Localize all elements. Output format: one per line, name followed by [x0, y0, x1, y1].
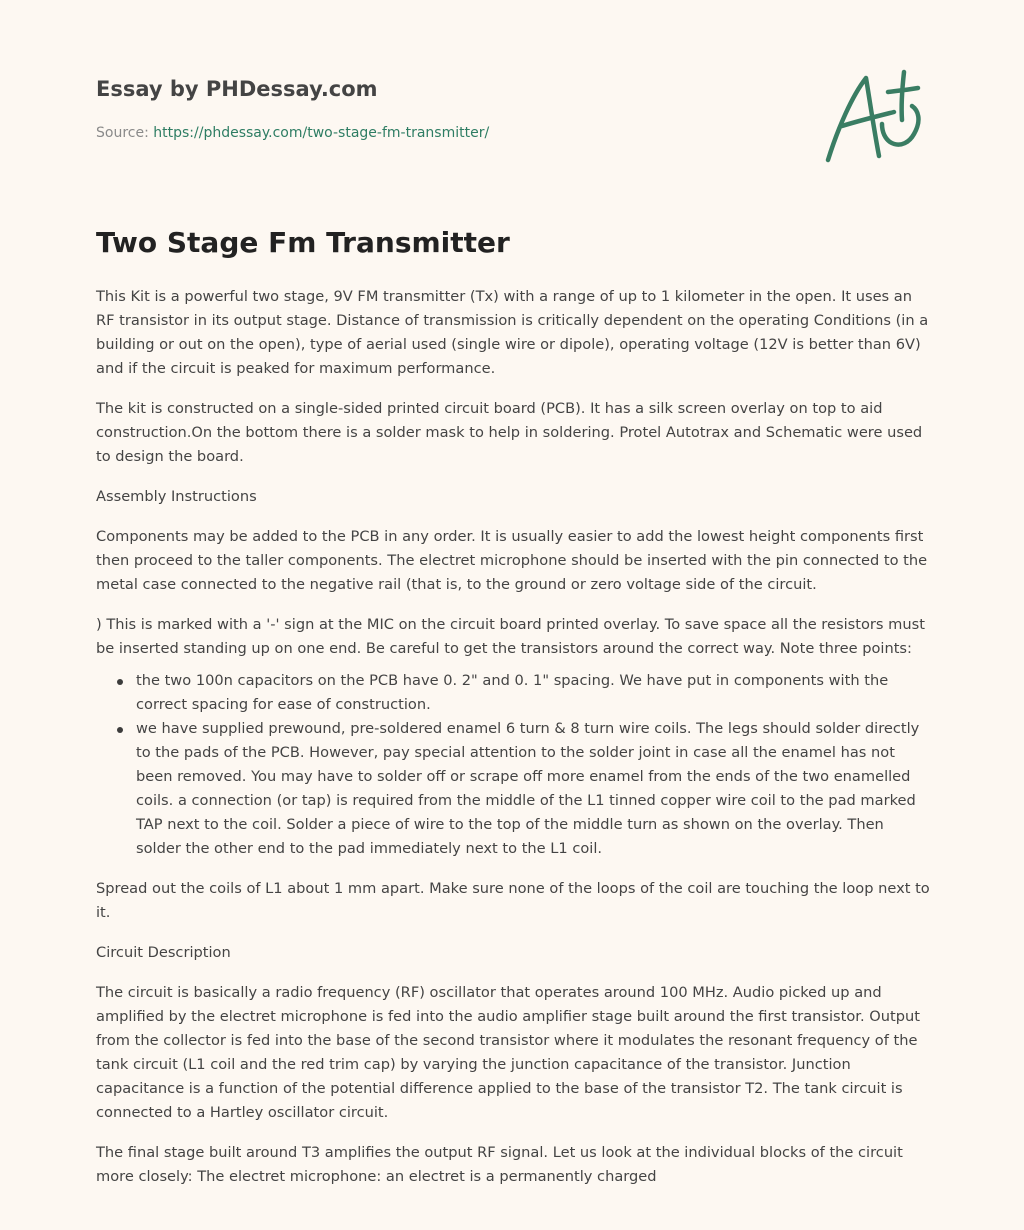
bullet-dot-icon: [117, 727, 123, 733]
list-item: [136, 669, 932, 717]
section-heading-assembly: Assembly Instructions: [96, 488, 257, 505]
article-paragraph: The final stage built around T3 amplifies the output RF signal. Let us look at the individual blocks of the circuit more closely: The electret microphone: an electret is a permanently charged: [96, 1144, 903, 1185]
article-paragraph: The circuit is basically a radio frequency (RF) oscillator that operates around 100 MHz. Audio picked up and amplified by the electret microphone is fed into the audio amplifier stage built around the first transistor. Output from the collector is fed into the base of the second transistor where it modulates the resonant frequency of the tank circuit (L1 coil and the red trim cap) by varying the junction capacitance of the transistor. Junction capacitance is a function of the potential difference applied to the base of the transistor T2. The tank circuit is connected to a Hartley oscillator circuit.: [96, 984, 920, 1121]
article-title: Two Stage Fm Transmitter: [96, 226, 510, 259]
article-paragraph: Spread out the coils of L1 about 1 mm apart. Make sure none of the loops of the coil are touching the loop next to it.: [96, 880, 930, 921]
section-heading-circuit: Circuit Description: [96, 944, 231, 961]
list-item-text: we have supplied prewound, pre-soldered enamel 6 turn & 8 turn wire coils. The legs should solder directly to the pads of the PCB. However, pay special attention to the solder joint in case all the enamel has not been removed. You may have to solder off or scrape off more enamel from the ends of the two enamelled coils. a connection (or tap) is required from the middle of the L1 tinned copper wire coil to the pad marked TAP next to the coil. Solder a piece of wire to the top of the middle turn as shown on the overlay. Then solder the other end to the pad immediately next to the L1 coil.: [136, 720, 920, 857]
source-label: Source:: [96, 125, 154, 141]
list-item-text: the two 100n capacitors on the PCB have 0. 2" and 0. 1" spacing. We have put in components with the correct spacing for ease of construction.: [136, 672, 889, 713]
source-link[interactable]: https://phdessay.com/two-stage-fm-transmitter/: [153, 125, 490, 141]
article-paragraph: This Kit is a powerful two stage, 9V FM transmitter (Tx) with a range of up to 1 kilometer in the open. It uses an RF transistor in its output stage. Distance of transmission is critically dependent on the operating Conditions (in a building or out on the open), type of aerial used (single wire or dipole), operating voltage (12V is better than 6V) and if the circuit is peaked for maximum performance.: [96, 288, 929, 377]
a-plus-logo-icon: [822, 66, 928, 166]
bullet-list: [96, 669, 932, 861]
article-paragraph: The kit is constructed on a single-sided printed circuit board (PCB). It has a silk screen overlay on top to aid construction.On the bottom there is a solder mask to help in soldering. Protel Autotrax and Schematic were used to design the board.: [96, 400, 923, 465]
source-line: [96, 125, 489, 141]
article-paragraph: ) This is marked with a '-' sign at the MIC on the circuit board printed overlay. To save space all the resistors must be inserted standing up on one end. Be careful to get the transistors around the correct way. Note three points:: [96, 616, 925, 657]
list-item: [136, 717, 932, 861]
site-brand: Essay by PHDessay.com: [96, 77, 378, 101]
bullet-dot-icon: [117, 679, 123, 685]
article-paragraph: Components may be added to the PCB in any order. It is usually easier to add the lowest height components first then proceed to the taller components. The electret microphone should be inserted with the pin connected to the metal case connected to the negative rail (that is, to the ground or zero voltage side of the circuit.: [96, 528, 928, 593]
article-body: [96, 285, 932, 1205]
